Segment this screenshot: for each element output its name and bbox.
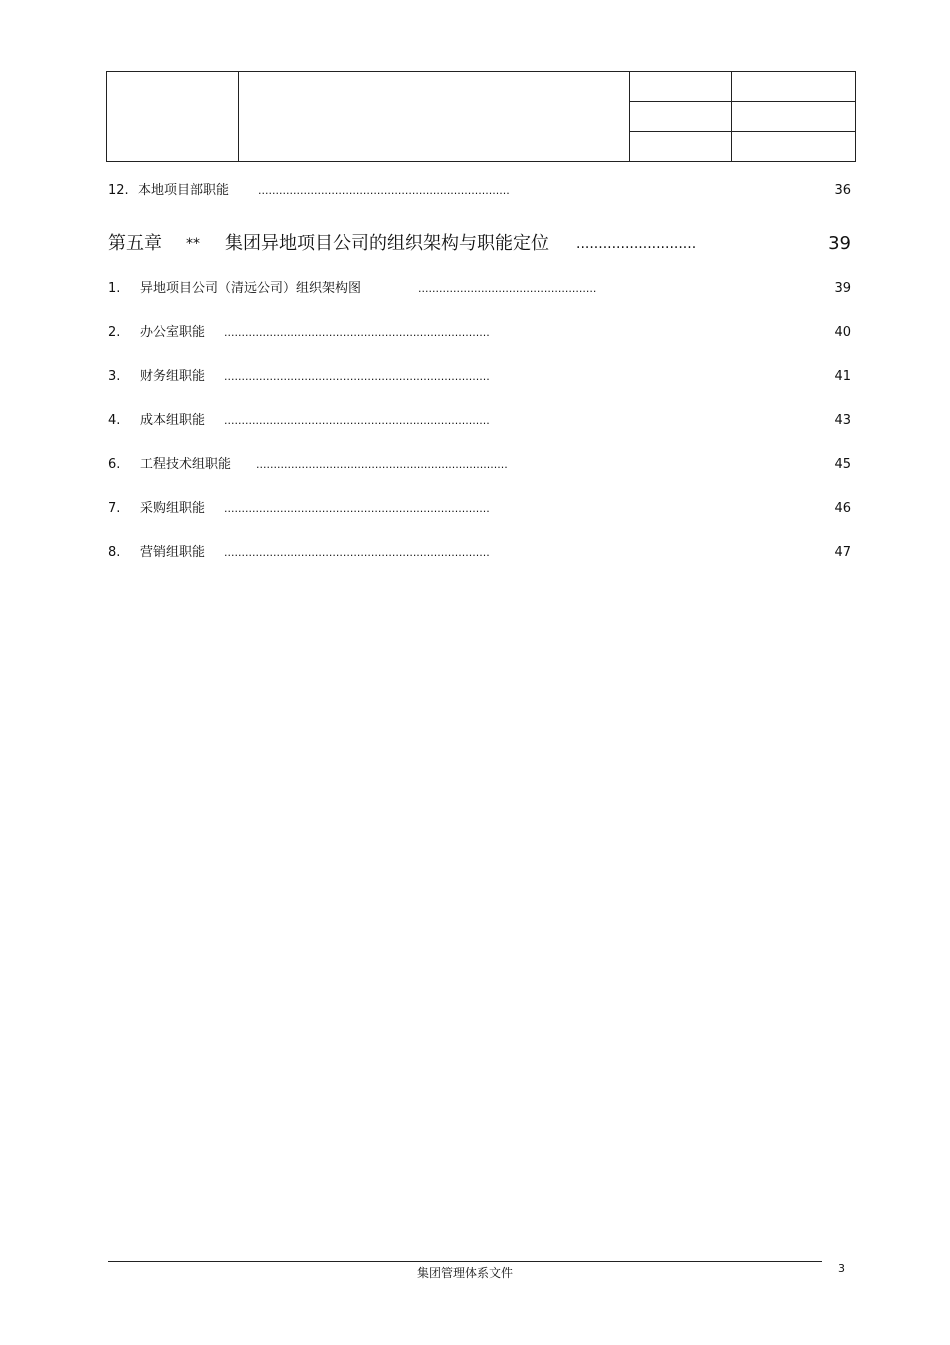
toc-entry-number: 12. bbox=[108, 183, 129, 198]
header-table bbox=[106, 71, 856, 162]
toc-entry-title: 采购组职能 bbox=[140, 501, 206, 516]
toc-entry-leader: ............................................................................ bbox=[224, 546, 490, 559]
toc-entry-leader: ............................................................................ bbox=[224, 370, 490, 383]
toc-entry-page: 36 bbox=[834, 183, 851, 198]
toc-entry-page: 39 bbox=[834, 281, 851, 296]
toc-entry-page: 45 bbox=[834, 457, 851, 472]
footer-rule bbox=[108, 1261, 822, 1262]
toc-entry-title: 办公室职能 bbox=[140, 325, 206, 340]
header-meta-cell bbox=[732, 102, 856, 132]
toc-entry-number: 4. bbox=[108, 413, 121, 428]
toc-entry-leader: ........................................................................ bbox=[256, 458, 508, 471]
toc-entry-leader: ............................................................................ bbox=[224, 326, 490, 339]
toc-chapter-heading[interactable] bbox=[108, 231, 851, 257]
toc-entry-number: 8. bbox=[108, 545, 121, 560]
header-logo-cell bbox=[107, 72, 239, 162]
header-title-cell bbox=[239, 72, 630, 162]
header-meta-cell bbox=[732, 132, 856, 162]
header-meta-cell bbox=[630, 72, 732, 102]
toc-entry-number: 1. bbox=[108, 281, 121, 296]
toc-entry-number: 2. bbox=[108, 325, 121, 340]
chapter-label: 第五章 bbox=[108, 233, 162, 254]
toc-entry-title: 营销组职能 bbox=[140, 545, 206, 560]
toc-entry-leader: ........................................................................ bbox=[258, 184, 510, 197]
chapter-stars: ** bbox=[186, 236, 200, 252]
chapter-page: 39 bbox=[828, 233, 851, 254]
toc-entry-leader: ................................................... bbox=[418, 282, 597, 295]
header-meta-cell bbox=[630, 132, 732, 162]
toc-entry-title: 财务组职能 bbox=[140, 369, 206, 384]
chapter-leader: ........................... bbox=[576, 236, 697, 252]
toc-entry[interactable] bbox=[108, 410, 851, 432]
toc-entry[interactable] bbox=[108, 454, 851, 476]
toc-entry[interactable] bbox=[108, 498, 851, 520]
toc-entry[interactable] bbox=[108, 366, 851, 388]
toc-entry[interactable] bbox=[108, 278, 851, 300]
header-meta-cell bbox=[630, 102, 732, 132]
chapter-title: 集团异地项目公司的组织架构与职能定位 bbox=[225, 233, 549, 254]
toc-entry-number: 7. bbox=[108, 501, 121, 516]
toc-entry[interactable] bbox=[108, 180, 851, 202]
toc-entry-title: 成本组职能 bbox=[140, 413, 206, 428]
page-number: 3 bbox=[838, 1262, 845, 1275]
toc-entry-page: 47 bbox=[834, 545, 851, 560]
toc-entry[interactable] bbox=[108, 322, 851, 344]
toc-entry-page: 41 bbox=[834, 369, 851, 384]
toc-entry-leader: ............................................................................ bbox=[224, 414, 490, 427]
header-meta-cell bbox=[732, 72, 856, 102]
toc-entry-number: 3. bbox=[108, 369, 121, 384]
toc-entry-title: 本地项目部职能 bbox=[138, 183, 230, 198]
toc-entry-number: 6. bbox=[108, 457, 121, 472]
toc-entry-page: 40 bbox=[834, 325, 851, 340]
toc-entry-page: 46 bbox=[834, 501, 851, 516]
toc-entry[interactable] bbox=[108, 542, 851, 564]
toc-entry-leader: ............................................................................ bbox=[224, 502, 490, 515]
toc-entry-page: 43 bbox=[834, 413, 851, 428]
footer-document-name: 集团管理体系文件 bbox=[416, 1266, 513, 1280]
toc-entry-title: 异地项目公司（清远公司）组织架构图 bbox=[140, 281, 362, 296]
toc-entry-title: 工程技术组职能 bbox=[140, 457, 232, 472]
